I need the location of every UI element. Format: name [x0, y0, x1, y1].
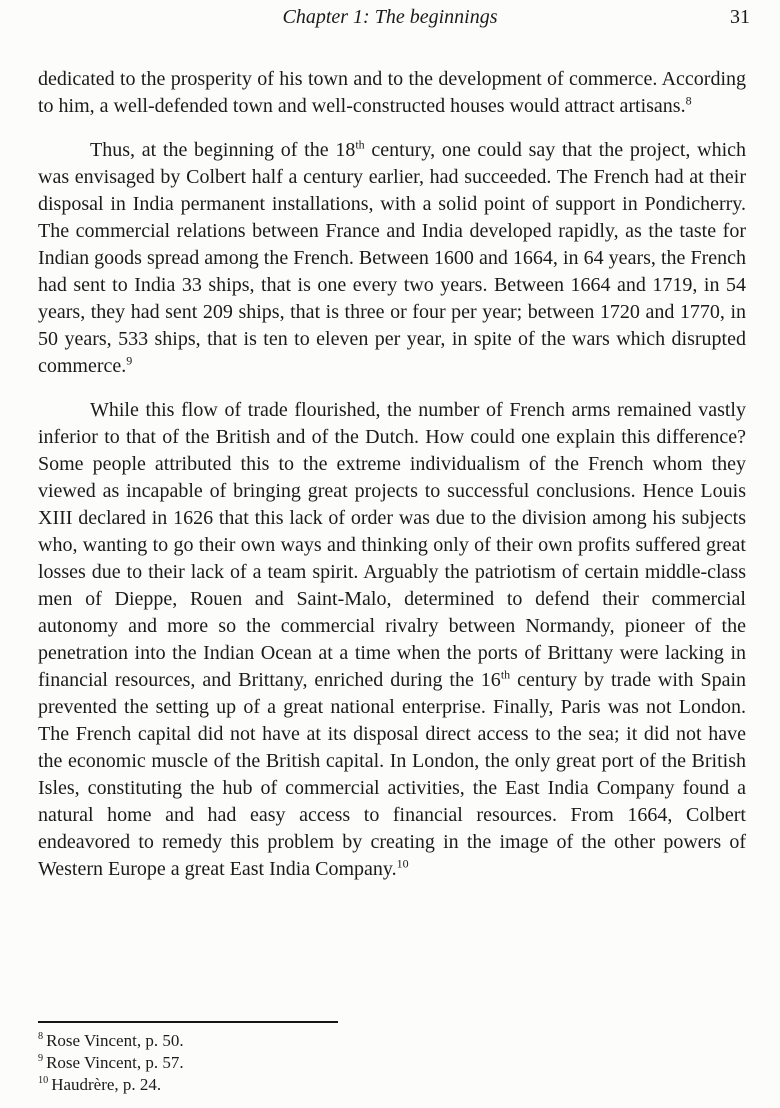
footnote-9-marker: 9 — [38, 1053, 44, 1065]
footnote-separator — [38, 1021, 338, 1023]
footnote-ref-9: 9 — [126, 353, 133, 368]
footnote-ref-10: 10 — [396, 856, 409, 871]
footnote-10 — [38, 1074, 746, 1096]
footnote-8-text: Rose Vincent, p. 50. — [46, 1031, 184, 1050]
ordinal-suffix-18th: th — [355, 137, 365, 152]
footnote-ref-8: 8 — [685, 93, 692, 108]
page-number: 31 — [730, 6, 750, 28]
paragraph-2-text-a: Thus, at the beginning of the 18 — [90, 139, 356, 161]
paragraph-3 — [38, 397, 746, 883]
chapter-title: Chapter 1: The beginnings — [282, 6, 498, 28]
paragraph-1-text: dedicated to the prosperity of his town and to the development of commerce. According to him, a well-defended town and well-constructed houses would attract artisans. — [38, 68, 746, 117]
paragraph-3-text-b: century by trade with Spain prevented the setting up of a great national enterprise. Finally, Paris was not London. The French capital did not have at its disposal direct access to the sea; it did not have the economic muscle of the British capital. In London, the only great port of the British Isles, constituting the hub of commercial activities, the East India Company found a natural home and had easy access to financial resources. From 1664, Colbert endeavored to remedy this problem by creating in the image of the other powers of Western Europe a great East India Company. — [38, 669, 746, 880]
footnote-10-marker: 10 — [38, 1075, 49, 1087]
footnote-9 — [38, 1052, 746, 1074]
footnotes-section — [38, 1021, 746, 1096]
paragraph-2 — [38, 137, 746, 380]
footnote-10-text: Haudrère, p. 24. — [51, 1075, 162, 1094]
paragraph-3-text-a: While this flow of trade flourished, the number of French arms remained vastly inferior to that of the British and of the Dutch. How could one explain this difference? Some people attributed this to the extreme individualism of the French whom they viewed as incapable of bringing great projects to successful conclusions. Hence Louis XIII declared in 1626 that this lack of order was due to the division among his subjects who, wanting to go their own ways and thinking only of their own profits suffered great losses due to their lack of a team spirit. Arguably the patriotism of certain middle-class men of Dieppe, Rouen and Saint-Malo, determined to defend their commercial autonomy and more so the commercial rivalry between Normandy, pioneer of the penetration into the Indian Ocean at a time when the ports of Brittany were lacking in financial resources, and Brittany, enriched during the 16 — [38, 399, 746, 691]
ordinal-suffix-16th: th — [500, 667, 511, 682]
footnote-9-text: Rose Vincent, p. 57. — [46, 1053, 184, 1072]
paragraph-2-text-b: century, one could say that the project, which was envisaged by Colbert half a century earlier, had succeeded. The French had at their disposal in India permanent installations, with a solid point of support in Pondicherry. The commercial relations between France and India developed rapidly, as the taste for Indian goods spread among the French. Between 1600 and 1664, in 64 years, the French had sent to India 33 ships, that is one every two years. Between 1664 and 1719, in 54 years, they had sent 209 ships, that is three or four per year; between 1720 and 1770, in 50 years, 533 ships, that is ten to eleven per year, in spite of the wars which disrupted commerce. — [38, 139, 746, 377]
footnote-8-marker: 8 — [38, 1031, 44, 1043]
page-header — [0, 4, 780, 32]
footnote-8 — [38, 1030, 746, 1052]
paragraph-1 — [38, 66, 746, 120]
page-body — [38, 66, 746, 900]
